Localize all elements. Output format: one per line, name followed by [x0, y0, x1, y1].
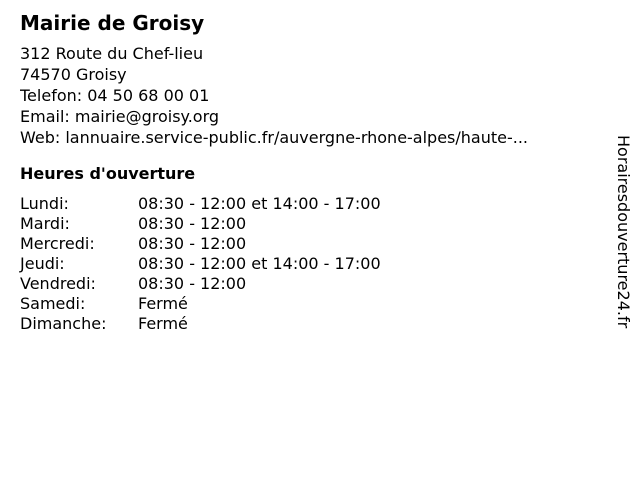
time-value: 08:30 - 12:00: [138, 214, 247, 233]
day-label: Mardi:: [20, 214, 70, 233]
time-value: 08:30 - 12:00: [138, 274, 247, 293]
email-address: Email: mairie@groisy.org: [20, 107, 220, 126]
day-label: Jeudi:: [20, 254, 65, 273]
time-value: 08:30 - 12:00 et 14:00 - 17:00: [138, 254, 381, 273]
day-label: Mercredi:: [20, 234, 95, 253]
phone-number: Telefon: 04 50 68 00 01: [20, 86, 210, 105]
opening-hours-heading: Heures d'ouverture: [20, 164, 196, 183]
address-city: 74570 Groisy: [20, 65, 127, 84]
time-value: 08:30 - 12:00: [138, 234, 247, 253]
page-title: Mairie de Groisy: [20, 11, 205, 35]
day-label: Vendredi:: [20, 274, 96, 293]
site-brand-label: Horairesdouverture24.fr: [614, 135, 633, 329]
address-street: 312 Route du Chef-lieu: [20, 44, 204, 63]
day-label: Lundi:: [20, 194, 69, 213]
time-value: 08:30 - 12:00 et 14:00 - 17:00: [138, 194, 381, 213]
day-label: Samedi:: [20, 294, 86, 313]
contact-info: [20, 43, 600, 148]
time-value: Fermé: [138, 314, 188, 333]
day-label: Dimanche:: [20, 314, 107, 333]
time-value: Fermé: [138, 294, 188, 313]
website-link[interactable]: Web: lannuaire.service-public.fr/auvergne-rhone-alpes/haute-...: [20, 128, 529, 147]
